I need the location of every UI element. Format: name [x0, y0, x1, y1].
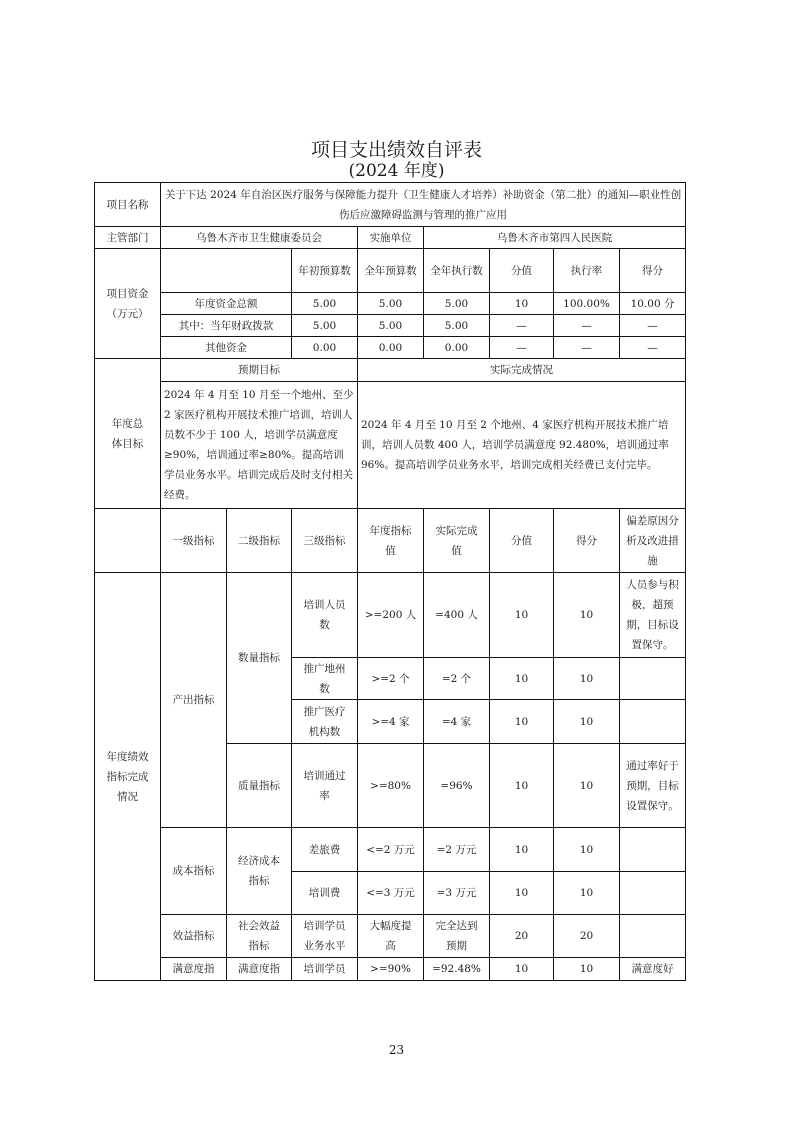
expected-header: 预期目标 — [161, 359, 358, 382]
funds-row-name: 其中：当年财政拨款 — [161, 315, 292, 337]
funds-row — [95, 315, 686, 337]
goals-content-row — [95, 382, 686, 509]
document-subtitle: (2024 年度) — [348, 161, 445, 181]
funds-row — [95, 293, 686, 315]
funds-header: 全年预算数 — [358, 249, 424, 293]
dept-row — [95, 227, 686, 249]
page-number: 23 — [388, 1043, 405, 1057]
score: 10 — [554, 658, 620, 700]
indicators-header: 二级指标 — [227, 509, 292, 573]
project-name-row — [95, 183, 686, 227]
score: 10 — [554, 828, 620, 872]
target-value: >=80% — [358, 744, 424, 828]
score-value: 10 — [490, 958, 554, 981]
actual-value: =400 人 — [424, 573, 490, 658]
target-value: 大幅度提高 — [358, 915, 424, 958]
deviation-note — [620, 872, 686, 915]
level1-cost: 成本指标 — [161, 828, 227, 915]
score-value: 20 — [490, 915, 554, 958]
score: 10 — [554, 744, 620, 828]
score: 10 — [554, 958, 620, 981]
indicators-header: 得分 — [554, 509, 620, 573]
indicators-header-blank — [95, 509, 161, 573]
dept-value: 乌鲁木齐市卫生健康委员会 — [161, 227, 358, 249]
actual-value: =2 万元 — [424, 828, 490, 872]
funds-score-value: 10 — [490, 293, 554, 315]
level3: 培训人员数 — [292, 573, 358, 658]
funds-rate: — — [554, 315, 620, 337]
funds-header: 年初预算数 — [292, 249, 358, 293]
funds-executed: 0.00 — [424, 337, 490, 359]
indicator-row — [95, 958, 686, 981]
funds-executed: 5.00 — [424, 315, 490, 337]
funds-full: 5.00 — [358, 315, 424, 337]
funds-full: 5.00 — [358, 293, 424, 315]
funds-score: — — [620, 337, 686, 359]
indicator-row — [95, 828, 686, 872]
score: 10 — [554, 700, 620, 744]
actual-value: =4 家 — [424, 700, 490, 744]
indicators-section-label: 年度绩效指标完成情况 — [95, 573, 161, 981]
level2-satisfaction: 满意度指 — [227, 958, 292, 981]
target-value: <=3 万元 — [358, 872, 424, 915]
level3: 推广地州数 — [292, 658, 358, 700]
actual-text: 2024 年 4 月至 10 月至 2 个地州、4 家医疗机构开展技术推广培训，培训人员数 400 人，培训学员满意度 92.480%，培训通过率 96%。提高培训学员业务水平，培训完成相关经费已支付完毕。 — [358, 382, 686, 509]
funds-rate: — — [554, 337, 620, 359]
funds-header-blank — [161, 249, 292, 293]
level2-social: 社会效益指标 — [227, 915, 292, 958]
funds-score: — — [620, 315, 686, 337]
funds-score: 10.00 分 — [620, 293, 686, 315]
funds-executed: 5.00 — [424, 293, 490, 315]
impl-label: 实施单位 — [358, 227, 424, 249]
level3: 培训学员业务水平 — [292, 915, 358, 958]
target-value: <=2 万元 — [358, 828, 424, 872]
deviation-note: 人员参与积极，超预期，目标设置保守。 — [620, 573, 686, 658]
score-value: 10 — [490, 872, 554, 915]
level1-output: 产出指标 — [161, 573, 227, 828]
goals-header-row — [95, 359, 686, 382]
funds-score-value: — — [490, 315, 554, 337]
level3: 培训通过率 — [292, 744, 358, 828]
indicators-header: 一级指标 — [161, 509, 227, 573]
funds-row-name: 年度资金总额 — [161, 293, 292, 315]
indicator-row — [95, 573, 686, 658]
funds-initial: 0.00 — [292, 337, 358, 359]
level3: 推广医疗机构数 — [292, 700, 358, 744]
project-name-label: 项目名称 — [95, 183, 161, 227]
level3: 培训费 — [292, 872, 358, 915]
deviation-note — [620, 658, 686, 700]
score-value: 10 — [490, 828, 554, 872]
funds-row-name: 其他资金 — [161, 337, 292, 359]
score: 10 — [554, 573, 620, 658]
deviation-note: 满意度好 — [620, 958, 686, 981]
level3: 差旅费 — [292, 828, 358, 872]
indicators-header-row — [95, 509, 686, 573]
deviation-note — [620, 700, 686, 744]
funds-full: 0.00 — [358, 337, 424, 359]
score-value: 10 — [490, 700, 554, 744]
funds-score-value: — — [490, 337, 554, 359]
level3: 培训学员 — [292, 958, 358, 981]
indicators-header: 分值 — [490, 509, 554, 573]
deviation-note — [620, 828, 686, 872]
goals-label: 年度总体目标 — [95, 359, 161, 509]
deviation-note — [620, 915, 686, 958]
funds-initial: 5.00 — [292, 315, 358, 337]
score: 20 — [554, 915, 620, 958]
impl-value: 乌鲁木齐市第四人民医院 — [424, 227, 686, 249]
funds-rate: 100.00% — [554, 293, 620, 315]
funds-initial: 5.00 — [292, 293, 358, 315]
level1-benefit: 效益指标 — [161, 915, 227, 958]
target-value: >=90% — [358, 958, 424, 981]
funds-label-line2: （万元） — [106, 307, 149, 320]
dept-label: 主管部门 — [95, 227, 161, 249]
deviation-note: 通过率好于预期，目标设置保守。 — [620, 744, 686, 828]
funds-label-line1: 项目资金 — [106, 287, 149, 300]
target-value: >=2 个 — [358, 658, 424, 700]
funds-header: 得分 — [620, 249, 686, 293]
actual-value: =92.48% — [424, 958, 490, 981]
project-name-value: 关于下达 2024 年自治区医疗服务与保障能力提升（卫生健康人才培养）补助资金（第二批）的通知—职业性创伤后应激障碍监测与管理的推广应用 — [161, 183, 686, 227]
score-value: 10 — [490, 658, 554, 700]
expected-text: 2024 年 4 月至 10 月至一个地州、至少 2 家医疗机构开展技术推广培训，培训人员数不少于 100 人，培训学员满意度≥90%，培训通过率≥80%。提高培训学员业务水平。培训完成后及时支付相关经费。 — [161, 382, 358, 509]
actual-value: =96% — [424, 744, 490, 828]
target-value: >=200 人 — [358, 573, 424, 658]
actual-value: =2 个 — [424, 658, 490, 700]
actual-header: 实际完成情况 — [358, 359, 686, 382]
target-value: >=4 家 — [358, 700, 424, 744]
indicator-row — [95, 915, 686, 958]
actual-value: 完全达到预期 — [424, 915, 490, 958]
funds-label — [95, 249, 161, 359]
document-title: 项目支出绩效自评表 — [310, 139, 482, 161]
score-value: 10 — [490, 744, 554, 828]
score-value: 10 — [490, 573, 554, 658]
level2-economic: 经济成本指标 — [227, 828, 292, 915]
indicators-header: 三级指标 — [292, 509, 358, 573]
funds-header: 分值 — [490, 249, 554, 293]
level1-satisfaction: 满意度指 — [161, 958, 227, 981]
funds-header: 执行率 — [554, 249, 620, 293]
funds-row — [95, 337, 686, 359]
indicators-header: 年度指标值 — [358, 509, 424, 573]
indicators-header: 偏差原因分析及改进措施 — [620, 509, 686, 573]
level2-quantity: 数量指标 — [227, 573, 292, 744]
performance-table — [94, 182, 686, 981]
funds-header-row — [95, 249, 686, 293]
level2-quality: 质量指标 — [227, 744, 292, 828]
funds-header: 全年执行数 — [424, 249, 490, 293]
actual-value: =3 万元 — [424, 872, 490, 915]
indicators-header: 实际完成值 — [424, 509, 490, 573]
score: 10 — [554, 872, 620, 915]
